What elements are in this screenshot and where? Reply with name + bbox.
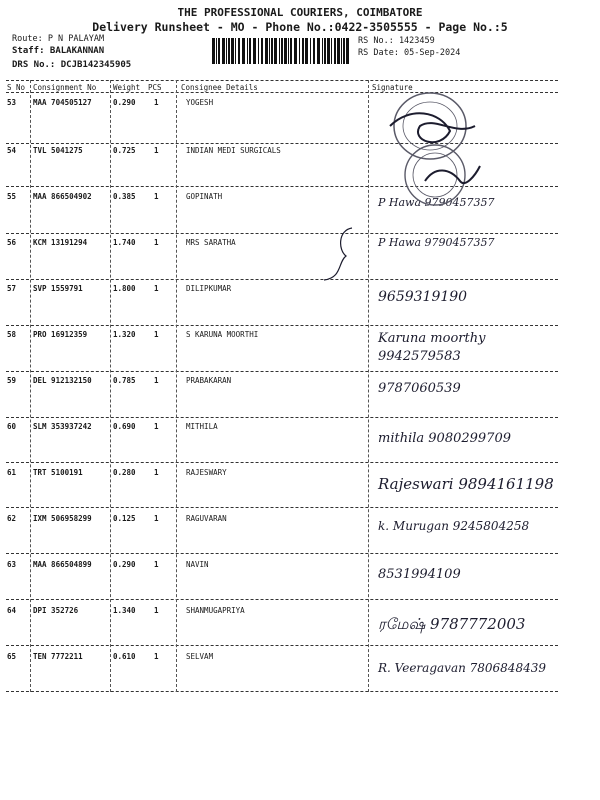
row-sno: 58 (7, 330, 17, 339)
row-weight: 1.740 (113, 238, 136, 247)
row-pcs: 1 (154, 238, 159, 247)
handwritten-signature: 9659319190 (378, 289, 468, 305)
barcode-bar (341, 38, 342, 64)
row-weight: 0.690 (113, 422, 136, 431)
barcode-bar (305, 38, 308, 64)
row-pcs: 1 (154, 98, 159, 107)
barcode-bar (284, 38, 287, 64)
row-sno: 56 (7, 238, 17, 247)
barcode-bar (247, 38, 248, 64)
company-title: THE PROFESSIONAL COURIERS, COIMBATORE (177, 6, 423, 19)
row-consignment-no: MAA 866504899 (33, 560, 92, 569)
row-consignment-no: DPI 352726 (33, 606, 79, 615)
barcode-bar (290, 38, 292, 64)
row-consignee: S KARUNA MOORTHI (186, 330, 259, 339)
row-pcs: 1 (154, 422, 159, 431)
signature-scribble (380, 96, 490, 206)
header-consignment: Consignment No (33, 83, 97, 92)
column-divider (368, 80, 369, 692)
header-pcs: PCS (148, 83, 162, 92)
row-consignment-no: TRT 5100191 (33, 468, 83, 477)
row-divider (6, 507, 558, 508)
barcode-bar (216, 38, 217, 64)
barcode-bar (310, 38, 311, 64)
barcode-bar (222, 38, 225, 64)
row-consignee: NAVIN (186, 560, 209, 569)
row-consignee: RAGUVARAN (186, 514, 227, 523)
row-consignee: PRABAKARAN (186, 376, 232, 385)
row-pcs: 1 (154, 330, 159, 339)
row-consignee: SELVAM (186, 652, 214, 661)
barcode-bar (327, 38, 330, 64)
header-consignee: Consignee Details (181, 83, 258, 92)
row-consignment-no: PRO 16912359 (33, 330, 88, 339)
barcode-bar (337, 38, 340, 64)
row-consignee: DILIPKUMAR (186, 284, 232, 293)
barcode-bar (235, 38, 236, 64)
row-sno: 55 (7, 192, 17, 201)
row-pcs: 1 (154, 514, 159, 523)
row-pcs: 1 (154, 192, 159, 201)
staff-label: Staff: BALAKANNAN (12, 46, 105, 56)
row-consignee: INDIAN MEDI SURGICALS (186, 146, 281, 155)
row-sno: 60 (7, 422, 17, 431)
handwritten-signature: 8531994109 (378, 567, 461, 582)
row-weight: 1.800 (113, 284, 136, 293)
barcode-bar (299, 38, 300, 64)
row-weight: 0.385 (113, 192, 136, 201)
handwritten-signature: ரமேஷ் 9787772003 (378, 615, 526, 633)
barcode-bar (218, 38, 220, 64)
row-divider (6, 80, 558, 81)
row-consignee: MRS SARATHA (186, 238, 236, 247)
barcode-bar (346, 38, 349, 64)
row-consignee: YOGESH (186, 98, 214, 107)
handwritten-signature: Karuna moorthy 9942579583 (378, 331, 486, 364)
row-weight: 1.340 (113, 606, 136, 615)
row-consignee: RAJESWARY (186, 468, 227, 477)
handwritten-signature: R. Veeragavan 7806848439 (378, 661, 546, 675)
column-divider (176, 80, 177, 692)
row-pcs: 1 (154, 284, 159, 293)
row-divider (6, 371, 558, 372)
barcode-bar (288, 38, 289, 64)
barcode-bar (343, 38, 345, 64)
row-sno: 62 (7, 514, 17, 523)
row-divider (6, 462, 558, 463)
handwritten-signature: 9787060539 (378, 381, 461, 396)
handwritten-signature: mithila 9080299709 (378, 431, 511, 446)
row-divider (6, 553, 558, 554)
row-consignment-no: MAA 704505127 (33, 98, 92, 107)
row-weight: 0.290 (113, 98, 136, 107)
barcode-bar (238, 38, 240, 64)
row-pcs: 1 (154, 146, 159, 155)
barcode-bar (317, 38, 320, 64)
row-pcs: 1 (154, 468, 159, 477)
barcode-bar (274, 38, 277, 64)
row-sno: 57 (7, 284, 17, 293)
row-consignee: SHANMUGAPRIYA (186, 606, 245, 615)
row-divider (6, 325, 558, 326)
row-divider (6, 599, 558, 600)
handwritten-signature: Rajeswari 9894161198 (378, 475, 554, 493)
bracket-mark (320, 222, 362, 286)
row-sno: 54 (7, 146, 17, 155)
barcode-bar (258, 38, 259, 64)
header-sno: S No (7, 83, 26, 92)
rs-date: RS Date: 05-Sep-2024 (358, 48, 461, 58)
row-consignment-no: KCM 13191294 (33, 238, 88, 247)
row-weight: 0.280 (113, 468, 136, 477)
row-divider (6, 233, 558, 234)
barcode-bar (228, 38, 230, 64)
route-label: Route: P N PALAYAM (12, 34, 105, 44)
row-consignment-no: TEN 7772211 (33, 652, 83, 661)
row-consignee: GOPINATH (186, 192, 223, 201)
row-weight: 0.290 (113, 560, 136, 569)
row-sno: 64 (7, 606, 17, 615)
row-weight: 0.785 (113, 376, 136, 385)
row-consignment-no: TVL 5041275 (33, 146, 83, 155)
barcode-bar (302, 38, 304, 64)
barcode-bar (334, 38, 336, 64)
barcode-bar (269, 38, 270, 64)
row-pcs: 1 (154, 560, 159, 569)
handwritten-signature: P Hawa 9790457357 (378, 196, 495, 209)
row-sno: 53 (7, 98, 17, 107)
barcode-bar (294, 38, 297, 64)
rs-number: RS No.: 1423459 (358, 36, 435, 46)
row-weight: 0.610 (113, 652, 136, 661)
row-sno: 65 (7, 652, 17, 661)
column-divider (30, 80, 31, 692)
barcode-bar (261, 38, 263, 64)
row-consignment-no: SVP 1559791 (33, 284, 83, 293)
header-signature: Signature (372, 83, 413, 92)
barcode-image (212, 38, 350, 64)
row-pcs: 1 (154, 376, 159, 385)
barcode-bar (212, 38, 215, 64)
row-divider (6, 691, 558, 692)
barcode-bar (324, 38, 326, 64)
barcode-bar (242, 38, 245, 64)
row-pcs: 1 (154, 652, 159, 661)
drs-number: DRS No.: DCJB142345905 (12, 60, 132, 70)
row-weight: 1.320 (113, 330, 136, 339)
barcode-bar (322, 38, 323, 64)
row-pcs: 1 (154, 606, 159, 615)
barcode-bar (249, 38, 251, 64)
column-divider (110, 80, 111, 692)
row-weight: 0.125 (113, 514, 136, 523)
row-sno: 63 (7, 560, 17, 569)
barcode-bar (231, 38, 234, 64)
row-divider (6, 92, 558, 93)
row-consignment-no: SLM 353937242 (33, 422, 92, 431)
row-consignment-no: MAA 866504902 (33, 192, 92, 201)
row-consignee: MITHILA (186, 422, 218, 431)
row-sno: 59 (7, 376, 17, 385)
runsheet-title: Delivery Runsheet - MO - Phone No.:0422-3505555 - Page No.:5 (92, 20, 508, 34)
row-sno: 61 (7, 468, 17, 477)
barcode-bar (331, 38, 332, 64)
row-weight: 0.725 (113, 146, 136, 155)
row-divider (6, 417, 558, 418)
row-divider (6, 645, 558, 646)
barcode-bar (279, 38, 280, 64)
handwritten-signature: P Hawa 9790457357 (378, 236, 495, 249)
barcode-bar (265, 38, 268, 64)
row-consignment-no: DEL 912132150 (33, 376, 92, 385)
row-consignment-no: IXM 506958299 (33, 514, 92, 523)
barcode-bar (271, 38, 273, 64)
header-weight: Weight (113, 83, 141, 92)
handwritten-signature: k. Murugan 9245804258 (378, 519, 530, 533)
barcode-bar (281, 38, 283, 64)
barcode-bar (313, 38, 315, 64)
row-divider (6, 279, 558, 280)
barcode-bar (226, 38, 227, 64)
barcode-bar (253, 38, 256, 64)
